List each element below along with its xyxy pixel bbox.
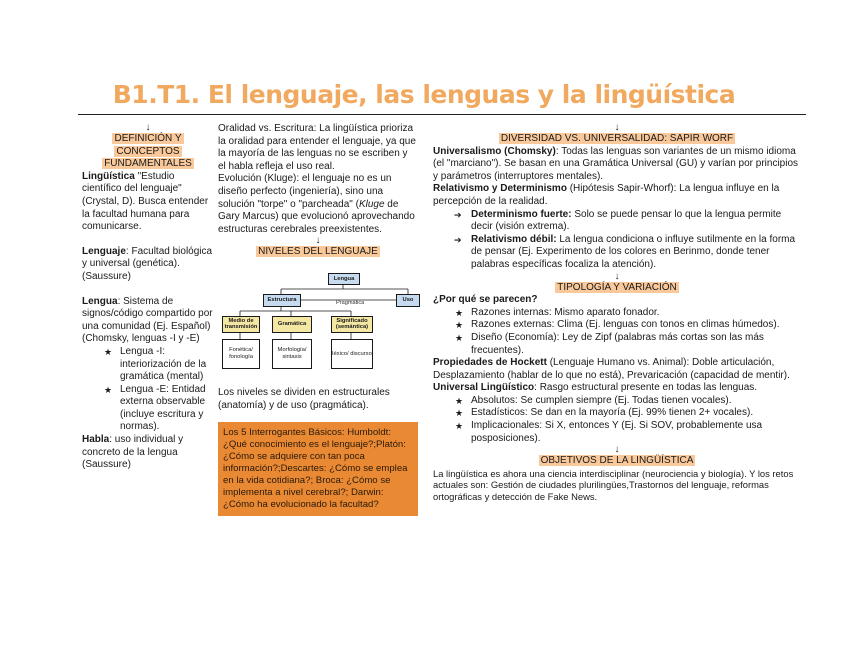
definition-lenguaje: Lenguaje: Facultad biológica y universal (genética). (Saussure) [82,245,213,282]
list-item: ★ Razones internas: Mismo aparato fonador. [471,307,801,320]
diagram-label-pragmatica: Pragmática [336,299,365,306]
language-levels-diagram [218,269,418,379]
section-heading-objetivos: OBJETIVOS DE LA LINGÜÍSTICA [540,455,694,467]
list-item: ★ Diseño (Economía): Ley de Zipf (palabras más cortas son las más frecuentes). [471,332,801,357]
down-arrow-icon: ↓ [614,444,620,456]
paragraph-evolucion: Evolución (Kluge): el lenguaje no es un diseño perfecto (ingeniería), sino una solución "torpe" o "parcheada" (Kluge de Gary Marcus) que evolucionó aprovechando estructuras cerebrales preexistentes. [218,173,415,235]
diagram-node-uso: Uso [396,294,420,307]
definition-habla: Habla: uso individual y concreto de la lengua (Saussure) [82,434,184,471]
diagram-node-morfologia: Morfología/ sintaxis [272,339,312,369]
paragraph-relativismo: Relativismo y Determinismo (Hipótesis Sapir-Whorf): La lengua influye en la percepción de la realidad. [433,183,780,207]
list-item: ★ Absolutos: Se cumplen siempre (Ej. Todas tienen vocales). [471,395,801,408]
diagram-node-medio: Medio de transmisión [222,316,260,333]
down-arrow-icon: ↓ [315,235,321,247]
column-definitions [82,123,214,472]
section-heading-diversidad: DIVERSIDAD VS. UNIVERSALIDAD: SAPIR WORF [500,133,734,144]
diagram-node-lexico: léxico/ discurso [331,339,373,369]
list-item: ★ Estadísticos: Se dan en la mayoría (Ej. 99% tienen 2+ vocales). [471,407,801,420]
down-arrow-icon: ↓ [145,122,151,133]
paragraph-objetivos: La lingüística es ahora una ciencia interdisciplinar (neurociencia y biología). Y los retos actuales son: Gestión de ciudades plurilingües,Trastornos del lenguaje, reformas ortográficas y detección de Fake News. [433,467,794,503]
section-heading-tipologia: TIPOLOGÍA Y VARIACIÓN [557,281,677,293]
down-arrow-icon: ↓ [614,270,620,282]
title-divider [78,114,806,115]
definition-lengua: Lengua: Sistema de signos/código compartido por una comunidad (Ej. Español) (Chomsky, lenguas -I y -E) [82,295,213,345]
diagram-node-gramatica: Gramática [272,316,312,333]
paragraph-universal: Universal Lingüístico: Rasgo estructural presente en todas las lenguas. [433,382,758,394]
diagram-node-fonetica: Fonética/ fonología [222,339,260,369]
definition-linguistica: Lingüística "Estudio científico del lenguaje" (Crystal, D). Busca entender la facultad humana para comunicarse. [82,170,209,233]
list-item: ★ Lengua -E: Entidad externa observable (incluye escritura y normas). [120,384,214,434]
section-heading-definitions: DEFINICIÓN Y CONCEPTOS FUNDAMENTALES [104,133,192,170]
paragraph-hockett: Propiedades de Hockett (Lenguaje Humano vs. Animal): Doble articulación, Desplazamiento (hablar de lo que no está), Prevaricación (capacidad de mentir). [433,357,790,381]
list-item: ★ Lengua -I: interiorización de la gramática (mental) [120,346,214,384]
question-por-que: ¿Por qué se parecen? [433,294,538,306]
paragraph-universalismo: Universalismo (Chomsky): Todas las lenguas son variantes de un mismo idioma (el "marciano"). Se basan en una Gramática Universal (GU) y varían por principios y parámetros (interruptores mentales). [433,145,799,182]
list-item: ➔ Determinismo fuerte: Solo se puede pensar lo que la lengua permite decir (visión extrema). [471,209,801,234]
relativismo-list [433,209,801,272]
diagram-node-estructura: Estructura [263,294,301,307]
page-title: B1.T1. El lenguaje, las lenguas y la lingüística [112,80,736,109]
razones-list [433,307,801,357]
paragraph-niveles: Los niveles se dividen en estructurales (anatomía) y de uso (pragmática). [218,386,390,411]
down-arrow-icon: ↓ [614,122,620,133]
diagram-node-lengua: Lengua [328,273,360,285]
lengua-types-list [82,346,214,434]
column-oralidad-niveles [218,123,418,516]
diagram-node-significado: Significado (semántica) [331,316,373,333]
column-diversidad [433,123,801,503]
interrogantes-box: Los 5 Interrogantes Básicos: Humboldt: ¿Qué conocimiento es el lenguaje?;Platón: ¿Cómo se adquiere con tan poca información?;Descartes: ¿Cómo se emplea en la vida cotidiana?; Broca: ¿Cómo se implementa a nivel cerebral?; Darwin: ¿Cómo ha evolucionado la facultad? [218,422,418,516]
section-heading-niveles: NIVELES DEL LENGUAJE [258,246,378,258]
list-item: ★ Implicacionales: Si X, entonces Y (Ej. Si SOV, probablemente usa posposiciones). [471,420,801,445]
universales-list [433,395,801,445]
list-item: ★ Razones externas: Clima (Ej. lenguas con tonos en climas húmedos). [471,319,801,332]
paragraph-oralidad: Oralidad vs. Escritura: La lingüística prioriza la oralidad para entender el lenguaje, ya que la mayoría de las lenguas no se escriben y el habla refleja el uso real. [218,123,416,172]
list-item: ➔ Relativismo débil: La lengua condiciona o influye sutilmente en la forma de pensar (Ej. Experimento de los colores en Berinmo, donde tener palabras específicas focaliza la atención). [471,234,801,272]
